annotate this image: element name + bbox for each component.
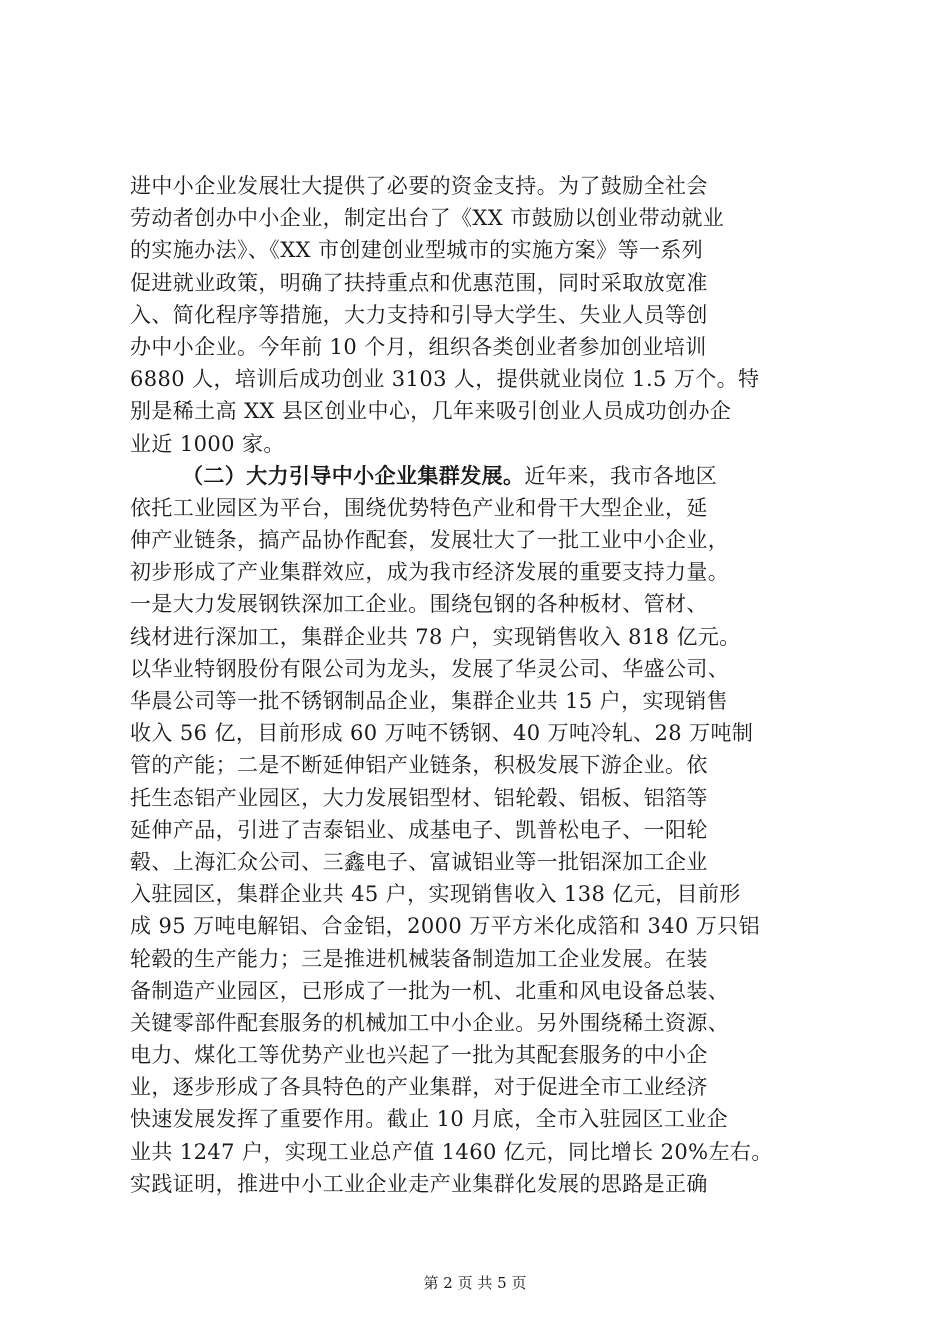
text-line: 进中小企业发展壮大提供了必要的资金支持。为了鼓励全社会 xyxy=(130,174,708,198)
text-line: 一是大力发展钢铁深加工企业。围绕包钢的各种板材、管材、 xyxy=(130,592,708,617)
text-run: 近年来，我市各地区 xyxy=(524,463,718,488)
document-body xyxy=(130,170,830,1200)
text-line: 依托工业园区为平台，围绕优势特色产业和骨干大型企业，延 xyxy=(130,495,708,520)
text-line: 促进就业政策，明确了扶持重点和优惠范围，同时采取放宽准 xyxy=(130,270,708,295)
text-line: 华晨公司等一批不锈钢制品企业，集群企业共 15 户，实现销售 xyxy=(130,689,729,713)
page-number-footer: 第 2 页 共 5 页 xyxy=(423,1274,527,1292)
text-line: 实践证明，推进中小工业企业走产业集群化发展的思路是正确 xyxy=(130,1171,708,1196)
text-line: 业近 1000 家。 xyxy=(130,431,285,456)
text-line: 伸产业链条，搞产品协作配套，发展壮大了一批工业中小企业， xyxy=(130,528,730,553)
text-line: 业共 1247 户，实现工业总产值 1460 亿元，同比增长 20%左右。 xyxy=(130,1139,773,1164)
text-line: 成 95 万吨电解铝、合金铝，2000 万平方米化成箔和 340 万只铝 xyxy=(130,914,761,939)
text-line: 入、简化程序等措施，大力支持和引导大学生、失业人员等创 xyxy=(130,302,708,327)
text-line: 轮毂的生产能力；三是推进机械装备制造加工企业发展。在装 xyxy=(130,946,708,971)
text-line: 备制造产业园区，已形成了一批为一机、北重和风电设备总装、 xyxy=(130,978,730,1003)
text-line: 托生态铝产业园区，大力发展铝型材、铝轮毂、铝板、铝箔等 xyxy=(130,785,708,810)
text-line: 关键零部件配套服务的机械加工中小企业。另外围绕稀土资源、 xyxy=(130,1010,730,1035)
paragraph-1 xyxy=(130,170,830,460)
text-line: 入驻园区，集群企业共 45 户，实现销售收入 138 亿元，目前形 xyxy=(130,882,741,907)
text-line: 电力、煤化工等优势产业也兴起了一批为其配套服务的中小企 xyxy=(130,1043,708,1068)
text-line: 快速发展发挥了重要作用。截止 10 月底，全市入驻园区工业企 xyxy=(130,1107,729,1132)
text-line: 6880 人，培训后成功创业 3103 人，提供就业岗位 1.5 万个。特 xyxy=(130,367,760,392)
text-line: 管的产能；二是不断延伸铝产业链条，积极发展下游企业。依 xyxy=(130,753,708,778)
text-line: 毂、上海汇众公司、三鑫电子、富诚铝业等一批铝深加工企业 xyxy=(130,849,708,874)
text-line: 收入 56 亿，目前形成 60 万吨不锈钢、40 万吨冷轧、28 万吨制 xyxy=(130,721,754,746)
text-line: 的实施办法》、《XX 市创建创业型城市的实施方案》等一系列 xyxy=(130,238,704,263)
text-line: 初步形成了产业集群效应，成为我市经济发展的重要支持力量。 xyxy=(130,560,730,585)
text-line: 业，逐步形成了各具特色的产业集群，对于促进全市工业经济 xyxy=(130,1075,708,1100)
text-line: 别是稀土高 XX 县区创业中心，几年来吸引创业人员成功创办企 xyxy=(130,399,732,424)
text-line: 线材进行深加工，集群企业共 78 户，实现销售收入 818 亿元。 xyxy=(130,624,741,649)
text-line: 劳动者创办中小企业，制定出台了《XX 市鼓励以创业带动就业 xyxy=(130,206,725,231)
paragraph-2 xyxy=(130,460,830,1200)
text-line: 延伸产品，引进了吉泰铝业、成基电子、凯普松电子、一阳轮 xyxy=(130,817,708,842)
text-line: 办中小企业。今年前 10 个月，组织各类创业者参加创业培训 xyxy=(130,334,707,359)
text-line: 以华业特钢股份有限公司为龙头，发展了华灵公司、华盛公司、 xyxy=(130,656,730,681)
section-heading: （二）大力引导中小企业集群发展。 xyxy=(182,463,525,488)
paragraph-2-first-line xyxy=(130,460,830,492)
